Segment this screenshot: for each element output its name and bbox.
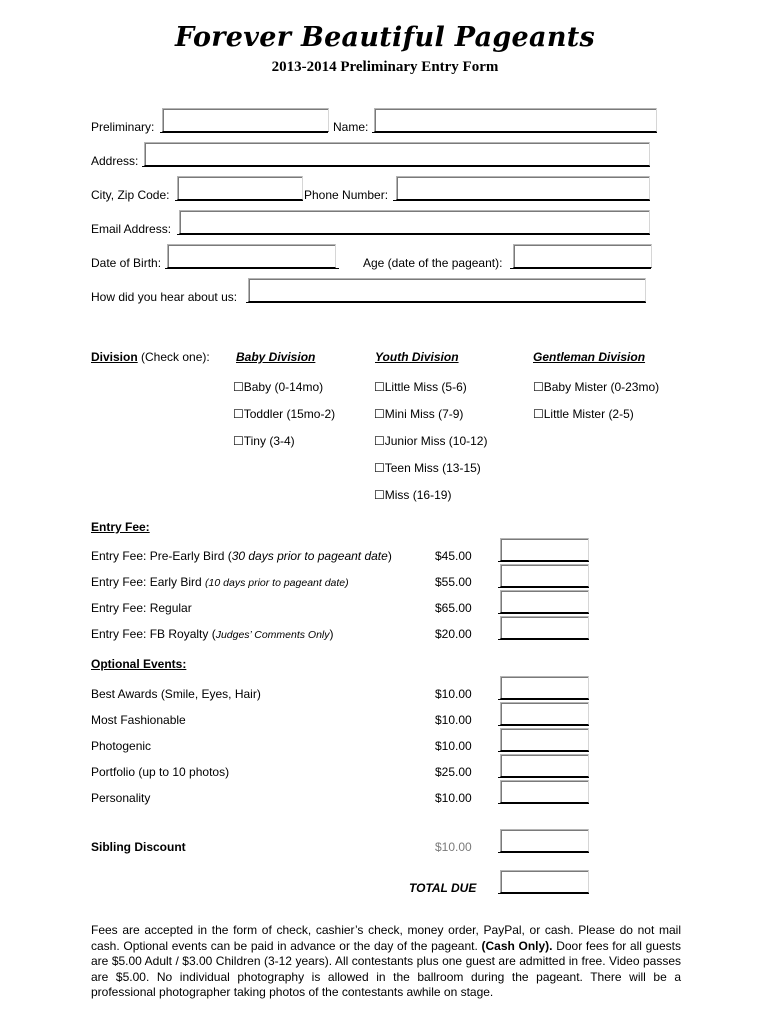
- optional-personality-price: $10.00: [435, 791, 472, 805]
- preliminary-field[interactable]: [162, 108, 329, 132]
- phone-field[interactable]: [396, 176, 650, 200]
- dob-field[interactable]: [167, 244, 336, 268]
- entry-fee-royalty-label: [91, 627, 334, 641]
- sibling-discount-field[interactable]: [500, 829, 589, 852]
- youth-division-title: Youth Division: [375, 350, 459, 364]
- age-label: Age (date of the pageant):: [363, 256, 503, 270]
- name-underline: [372, 132, 657, 133]
- total-due-label: TOTAL DUE: [409, 881, 477, 895]
- form-title: Forever Beautiful Pageants: [174, 22, 596, 53]
- checkbox-baby[interactable]: ☐Baby (0-14mo): [233, 380, 324, 394]
- optional-most-fashionable-price: $10.00: [435, 713, 472, 727]
- entry-fee-early-price: $55.00: [435, 575, 472, 589]
- city-zip-field[interactable]: [177, 176, 303, 200]
- checkbox-baby-mister[interactable]: ☐Baby Mister (0-23mo): [533, 380, 660, 394]
- name-label: Name:: [333, 120, 369, 134]
- entry-fee-pre-early-label: [91, 549, 392, 563]
- age-underline: [510, 268, 651, 269]
- entry-fee-pre-early-underline: [498, 561, 589, 562]
- preliminary-underline: [160, 132, 328, 133]
- sibling-discount-price: $10.00: [435, 840, 472, 854]
- total-due-underline: [498, 893, 589, 894]
- optional-best-awards-price: $10.00: [435, 687, 472, 701]
- entry-fee-regular-label: Entry Fee: Regular: [91, 601, 192, 615]
- name-field[interactable]: [374, 108, 657, 132]
- optional-most-fashionable-underline: [498, 725, 589, 726]
- optional-best-awards-field[interactable]: [500, 676, 589, 699]
- dob-label: Date of Birth:: [91, 256, 162, 270]
- entry-fee-royalty-text: Entry Fee: FB Royalty (: [91, 627, 216, 641]
- address-label: Address:: [91, 154, 139, 168]
- entry-fee-early-text: Entry Fee: Early Bird: [91, 575, 206, 589]
- address-field[interactable]: [144, 142, 650, 166]
- checkbox-little-miss[interactable]: ☐Little Miss (5-6): [374, 380, 467, 394]
- hear-label: How did you hear about us:: [91, 290, 238, 304]
- checkbox-miss[interactable]: ☐Miss (16-19): [374, 488, 452, 502]
- sibling-discount-label: Sibling Discount: [91, 840, 186, 854]
- phone-label: Phone Number:: [304, 188, 389, 202]
- checkbox-toddler[interactable]: ☐Toddler (15mo-2): [233, 407, 336, 421]
- checkbox-junior-miss[interactable]: ☐Junior Miss (10-12): [374, 434, 488, 448]
- entry-fee-royalty-close: ): [329, 627, 334, 641]
- entry-fee-regular-field[interactable]: [500, 590, 589, 613]
- entry-fee-pre-early-price: $45.00: [435, 549, 472, 563]
- hear-underline: [246, 302, 646, 303]
- payment-notes-p2: Door fees for all guests are $5.00 Adult / $3.00 Children (3-12 years). All contestants plus one guest are admitted in free. Video passes are $5.00. No individual photography is allowed in the ballroom during the pageant. There will be a professional photographer taking photos of the contestants awhile on stage.: [91, 938, 681, 999]
- preliminary-label: Preliminary:: [91, 120, 155, 134]
- total-due-field[interactable]: [500, 870, 589, 893]
- payment-notes-p1: Fees are accepted in the form of check, cashier’s check, money order, PayPal, or cash. Please do not mail cash. Optional events can be paid in advance or the day of the pageant.: [91, 923, 681, 953]
- checkbox-mini-miss[interactable]: ☐Mini Miss (7-9): [374, 407, 464, 421]
- entry-fee-royalty-field[interactable]: [500, 616, 589, 639]
- checkbox-little-mister[interactable]: ☐Little Mister (2-5): [533, 407, 634, 421]
- payment-notes: [91, 923, 681, 1001]
- entry-fee-early-label: [91, 575, 349, 589]
- optional-photogenic-field[interactable]: [500, 728, 589, 751]
- dob-underline: [165, 268, 339, 269]
- entry-fee-early-underline: [498, 587, 589, 588]
- optional-most-fashionable-field[interactable]: [500, 702, 589, 725]
- entry-fee-royalty-price: $20.00: [435, 627, 472, 641]
- entry-fee-regular-underline: [498, 613, 589, 614]
- division-title: Division: [91, 350, 138, 364]
- optional-personality-label: Personality: [91, 791, 151, 805]
- optional-portfolio-field[interactable]: [500, 754, 589, 777]
- optional-personality-underline: [498, 803, 589, 804]
- entry-fee-regular-price: $65.00: [435, 601, 472, 615]
- sibling-discount-underline: [498, 852, 589, 853]
- optional-photogenic-underline: [498, 751, 589, 752]
- optional-portfolio-underline: [498, 777, 589, 778]
- email-label: Email Address:: [91, 222, 172, 236]
- entry-fee-pre-early-field[interactable]: [500, 538, 589, 561]
- entry-fee-royalty-note: Judges’ Comments Only: [215, 629, 330, 641]
- optional-photogenic-price: $10.00: [435, 739, 472, 753]
- optional-portfolio-price: $25.00: [435, 765, 472, 779]
- entry-fee-pre-early-close: ): [387, 549, 392, 563]
- optional-best-awards-underline: [498, 699, 589, 700]
- form-subtitle: 2013-2014 Preliminary Entry Form: [271, 59, 499, 75]
- optional-events-heading: Optional Events:: [91, 657, 187, 671]
- optional-personality-field[interactable]: [500, 780, 589, 803]
- address-underline: [142, 166, 650, 167]
- optional-photogenic-label: Photogenic: [91, 739, 152, 753]
- email-underline: [177, 234, 650, 235]
- entry-fee-royalty-underline: [498, 639, 589, 640]
- entry-fee-early-note: (10 days prior to pageant date): [205, 577, 349, 589]
- hear-field[interactable]: [248, 278, 646, 302]
- baby-division-title: Baby Division: [236, 350, 316, 364]
- checkbox-tiny[interactable]: ☐Tiny (3-4): [233, 434, 295, 448]
- division-label: [91, 350, 210, 364]
- division-check-one: (Check one):: [137, 350, 210, 364]
- optional-most-fashionable-label: Most Fashionable: [91, 713, 186, 727]
- email-field[interactable]: [179, 210, 650, 234]
- optional-portfolio-label: Portfolio (up to 10 photos): [91, 765, 230, 779]
- phone-underline: [393, 200, 650, 201]
- age-field[interactable]: [513, 244, 652, 268]
- cash-only-note: (Cash Only).: [481, 938, 553, 953]
- checkbox-teen-miss[interactable]: ☐Teen Miss (13-15): [374, 461, 481, 475]
- entry-fee-pre-early-note: 30 days prior to pageant date: [231, 549, 388, 563]
- entry-fee-heading: Entry Fee:: [91, 520, 150, 534]
- entry-fee-early-field[interactable]: [500, 564, 589, 587]
- optional-best-awards-label: Best Awards (Smile, Eyes, Hair): [91, 687, 261, 701]
- city-zip-label: City, Zip Code:: [91, 188, 170, 202]
- entry-fee-pre-early-text: Entry Fee: Pre-Early Bird (: [91, 549, 232, 563]
- gentleman-division-title: Gentleman Division: [533, 350, 646, 364]
- city-zip-underline: [175, 200, 303, 201]
